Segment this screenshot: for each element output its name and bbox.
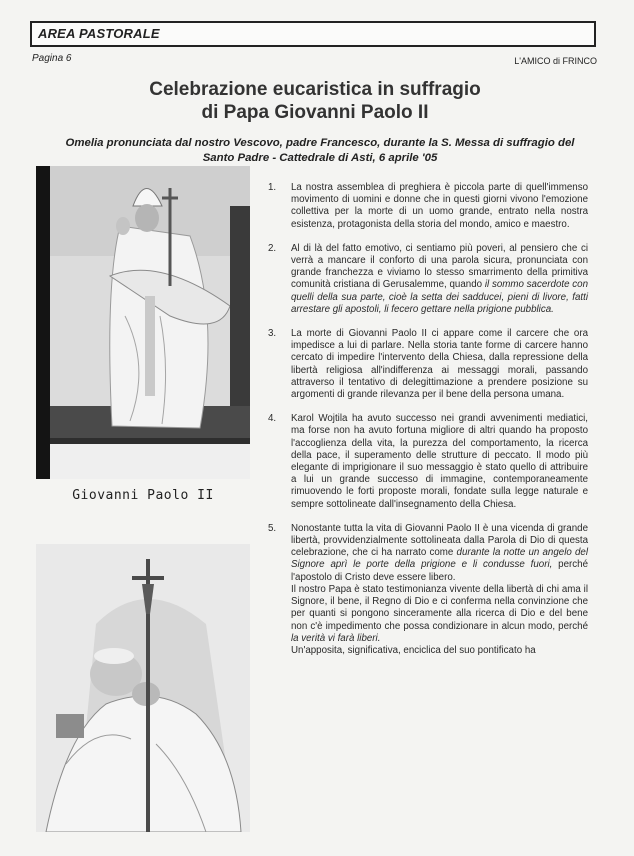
section-title: AREA PASTORALE xyxy=(38,26,160,41)
paragraph-1 xyxy=(268,182,588,231)
title-line-1: Celebrazione eucaristica in suffragio xyxy=(149,79,481,100)
paragraph-2 xyxy=(268,243,588,316)
pope-crucifix-photo xyxy=(36,544,250,832)
paragraph-number: 2. xyxy=(268,242,277,254)
article-subtitle xyxy=(40,136,600,166)
paragraph-quote: durante la notte un angelo del Signore aprì le porte della prigione e li condusse fuori, xyxy=(291,547,588,571)
pope-waving-photo xyxy=(36,166,250,479)
photo-caption: Giovanni Paolo II xyxy=(72,488,214,503)
paragraph-number: 1. xyxy=(268,182,277,193)
publication-name: L'AMICO di FRINCO xyxy=(514,56,597,66)
title-line-2: di Papa Giovanni Paolo II xyxy=(201,102,429,123)
paragraph-quote: la verità vi farà liberi. xyxy=(291,632,381,644)
paragraph-text: La morte di Giovanni Paolo II ci appare come il carcere che ora impedisce a lui di parlare. Nella storia tante forme di carcere hanno cercato di impedire l'intervento della Chiesa, dalla repressione della libertà religiosa all'indifferenza ai messaggi morali, passando attraverso il tentativo di delegittimazione a prendere posizione su argomenti di grande rilevanza per il bene della persona umana. xyxy=(291,328,588,401)
page-number: Pagina 6 xyxy=(32,53,72,64)
paragraph-number: 3. xyxy=(268,328,277,340)
paragraph-number: 4. xyxy=(268,413,277,425)
subtitle-line-1: Omelia pronunciata dal nostro Vescovo, padre Francesco, durante la S. Messa di suffragio del xyxy=(65,137,575,149)
paragraph-quote: il sommo sacerdote con quelli della sua parte, cioè la setta dei sadducei, pieni di livore, fatti arrestare gli apostoli, li fecero gettare nella prigione pubblica. xyxy=(291,279,588,315)
paragraph-text: Karol Wojtila ha avuto successo nei grandi avvenimenti mediatici, ma forse non ha avuto fortuna migliore di altri quando ha proposto l'accoglienza della vita, la purezza del comportamento, la ricerca della pace, il superamento delle strutture di peccato. Il modo più elegante di imprigionare il suo messaggio è stato quello di attribuire a lui un grande successo di immagine, contemporaneamente rimuovendo le forti proposte morali, fondate sulla legge naturale e sempre sottolineate dall'insegnamento della Chiesa. xyxy=(291,413,588,510)
paragraph-4 xyxy=(268,413,588,511)
paragraph-number: 5. xyxy=(268,522,277,534)
subtitle-line-2: Santo Padre - Cattedrale di Asti, 6 aprile '05 xyxy=(202,152,438,164)
section-header-box xyxy=(30,21,596,47)
article-body xyxy=(268,182,588,669)
paragraph-3 xyxy=(268,328,588,401)
paragraph-text: Nonostante tutta la vita di Giovanni Paolo II è una vicenda di grande libertà, provvidenzialmente sottolineata dalla Parola di Dio di questa celebrazione, che ci ha narrato come durante la notte un angelo del Signore aprì le porte della prigione e li condusse fuori, perché l'apostolo di Cristo deve essere libero. xyxy=(291,522,588,583)
paragraph-text-continued-2: Un'apposita, significativa, enciclica del suo pontificato ha xyxy=(291,644,536,656)
article-title xyxy=(100,78,530,124)
paragraph-text: La nostra assemblea di preghiera è piccola parte di quell'immenso movimento di uomini e donne che in questi giorni vivono l'emozione collettiva per la morte di un uomo grande, entrato nella nostra esistenza, protagonista della storia del mondo, amico e maestro. xyxy=(291,182,588,230)
paragraph-5 xyxy=(268,523,588,657)
paragraph-text-continued: Il nostro Papa è stato testimonianza vivente della libertà di chi ama il Signore, il bene, il Regno di Dio e ci conferma nella convinzione che per quanti si pongono sinceramente alla ricerca di Dio e del bene non c'è impedimento che possa condizionare in alcun modo, perché la verità vi farà liberi. xyxy=(291,583,588,644)
paragraph-text: Al di là del fatto emotivo, ci sentiamo più poveri, al pensiero che ci verrà a mancare il conforto di una parola sicura, pronunciata con grande franchezza e viviamo lo stesso smarrimento della primitiva comunità cristiana di Gerusalemme, quando il sommo sacerdote con quelli della sua parte, cioè la setta dei sadducei, pieni di livore, fatti arrestare gli apostoli, li fecero gettare nella prigione pubblica. xyxy=(291,242,588,315)
